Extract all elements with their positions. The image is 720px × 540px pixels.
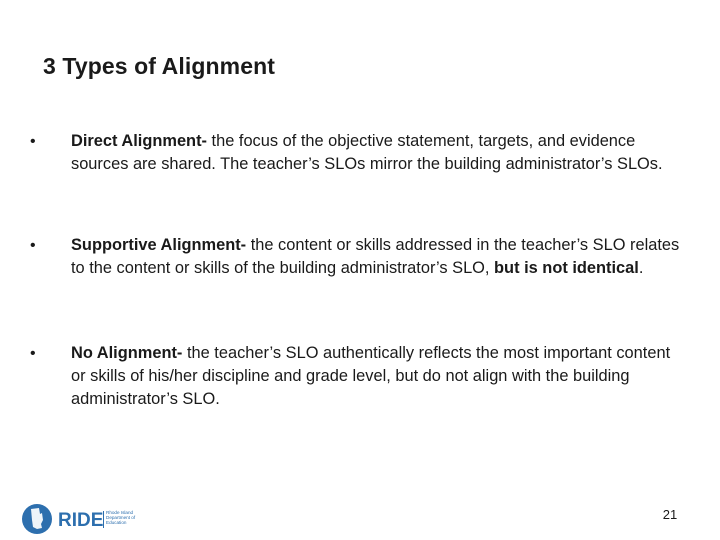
bullet-tail: . (638, 259, 644, 277)
logo-wordmark: RIDE (58, 510, 104, 531)
bullet-term: Direct Alignment- (71, 132, 207, 150)
bullet-term: No Alignment- (71, 344, 183, 362)
bullet-description: the focus of the objective statement, targets, and evidence sources are shared. The teacher’s SLOs mirror the building administrator’s SLOs. (71, 132, 663, 173)
bullet-description: the teacher’s SLO authentically reflects the most important content or skills of his/her discipline and grade level, but do not align with the building administrator’s SLO. (71, 344, 671, 408)
logo-tagline: Rhode Island Department of Education (106, 510, 136, 526)
bullet-marker: • (30, 345, 36, 362)
bullet-marker: • (30, 133, 36, 150)
bullet-description: the content or skills addressed in the teacher’s SLO relates to the content or skills of the building administrator’s SLO, (71, 236, 680, 277)
bullet-emphasis: but is not identical (494, 259, 639, 277)
bullet-text (71, 342, 686, 411)
page-number: 21 (662, 507, 678, 522)
slide-title: 3 Types of Alignment (43, 53, 276, 79)
bullet-text (71, 130, 686, 176)
logo-divider (103, 511, 104, 528)
logo-tagline-wrap (106, 510, 140, 530)
bullet-marker: • (30, 237, 36, 254)
bullet-term: Supportive Alignment- (71, 236, 247, 254)
ride-logo (20, 500, 140, 538)
bullet-text (71, 234, 686, 280)
